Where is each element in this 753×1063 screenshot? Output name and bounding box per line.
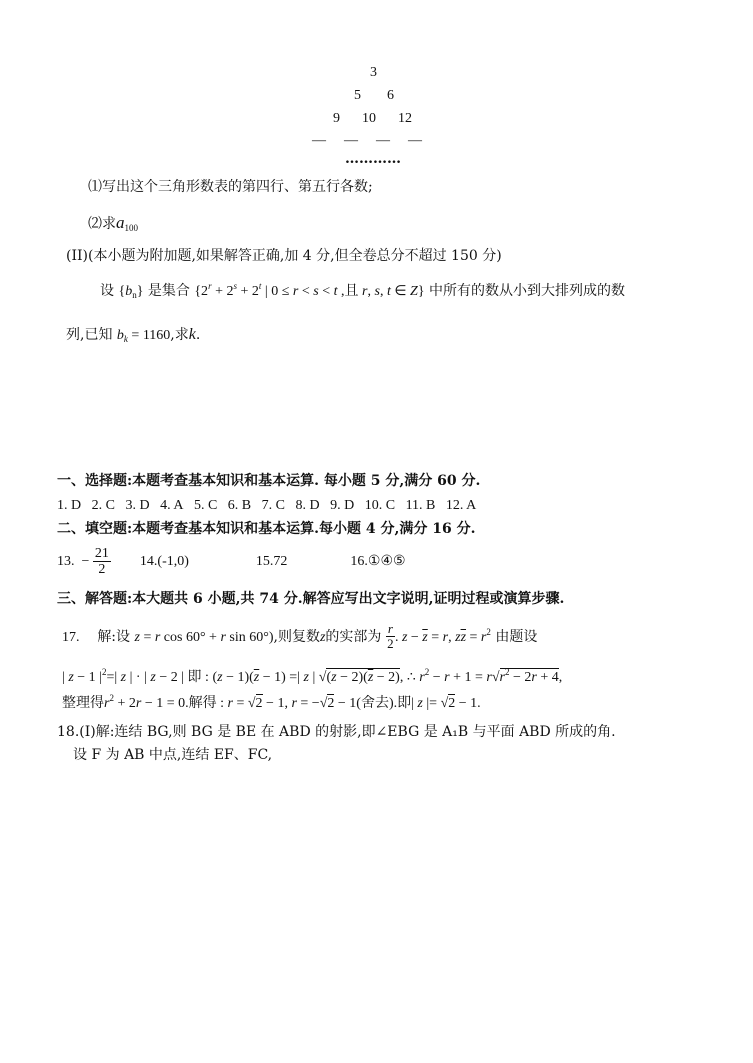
choice-answer: 10. C	[364, 498, 396, 513]
sequence-symbol: $\{b_n\}$	[118, 284, 144, 300]
triangle-cell: —	[376, 133, 390, 148]
fill-13-den: 2	[98, 562, 106, 578]
part-2-suffix: 中所有的数从小到大排列成的数	[429, 283, 626, 299]
fill-answers: 13. − $\frac{21}{2}$ 14.(-1,0) 15.72 16.①④⑤	[57, 546, 406, 578]
question-2-var: a	[116, 213, 125, 232]
part-2-heading: (II)(本小题为附加题,如果解答正确,加 4 分,但全卷总分不超过 150 分)	[66, 248, 502, 264]
choice-answer: 3. D	[125, 498, 150, 513]
choice-answer: 8. D	[295, 498, 320, 513]
solution-17-text: 的实部为	[325, 628, 382, 645]
choice-answer: 9. D	[330, 498, 355, 513]
solution-18-line-1: 18.(Ⅰ)解:连结 BG,则 BG 是 BE 在 ABD 的射影,即∠EBG 是 A₁B 与平面 ABD 所成的角.	[57, 724, 616, 740]
part-2-line-2-prefix: 列,已知	[66, 327, 113, 343]
solution-18-line-2: 设 F 为 AB 中点,连结 EF、FC,	[73, 747, 273, 763]
triangle-cell: 10	[362, 111, 376, 126]
fill-16: 16.①④⑤	[350, 553, 406, 569]
triangle-cell: —	[312, 133, 326, 148]
triangle-cell: 6	[387, 88, 394, 103]
choice-answer: 7. C	[261, 498, 285, 513]
section-2-title: 二、填空题:本题考查基本知识和基本运算.每小题 4 分,满分 16 分.	[57, 521, 476, 537]
part-2-line-1	[100, 282, 625, 300]
bk-value: 1160	[142, 328, 171, 343]
solution-17-label: 17.	[62, 629, 80, 645]
triangle-row-2	[354, 89, 394, 103]
choice-answer: 4. A	[160, 498, 184, 513]
fill-13-num: 21	[94, 546, 109, 561]
choice-answer: 2. C	[91, 498, 115, 513]
question-2-prefix: ⑵求	[88, 216, 116, 232]
choice-answer: 6. B	[227, 498, 252, 513]
part-2-prefix: 设	[100, 283, 114, 299]
choice-answer: 1. D	[57, 498, 82, 513]
question-2-sub: 100	[124, 223, 138, 233]
solution-17-text: 解:设	[97, 628, 131, 645]
k-var: k	[188, 326, 196, 343]
triangle-row-3	[333, 112, 412, 126]
z-definition: z = r cos 60° + r sin 60°)	[134, 629, 274, 645]
bk-expression: $b_k = 1160$	[116, 328, 171, 344]
triangle-cell: 3	[370, 65, 377, 80]
solution-17-text: 由题设	[495, 628, 538, 645]
triangle-cell: 12	[398, 111, 412, 126]
choice-answer: 5. C	[193, 498, 218, 513]
r-over-2: $\frac{r}{2}$	[387, 621, 394, 652]
triangle-cell: —	[344, 133, 358, 148]
solution-17-line-2: | z − 1 $|^2=|$ z | · | z − 2 | 即 : $(z - 1)(\overline{z} - 1)$ =| z | $√(z - 2)(\overline{z} - 2)$, ∴ $r^2 - r + 1 = r√r^2 - 2r + 4$,	[62, 667, 563, 685]
part-2-line-2-end: .	[195, 327, 201, 343]
choice-answer: 12. A	[445, 498, 477, 513]
triangle-cell: —	[408, 133, 422, 148]
solution-17-line-1: 17. 解:设 z = r cos 60° + r sin 60°),则复数z的实部为 $\frac{r}{2}$ . $z - \overline{z} = r$, $z\overline{z} = r^2$ 由题设	[62, 621, 538, 652]
fill-15: 15.72	[255, 553, 288, 569]
fill-14: 14.(-1,0)	[139, 553, 189, 569]
part-2-line-2	[66, 327, 200, 344]
section-3-title: 三、解答题:本大题共 6 小题,共 74 分.解答应写出文字说明,证明过程或演算步骤.	[57, 591, 565, 607]
solution-17-line-3: 整理得$r^2 + 2r - 1 = 0$.解得 : r = √2 − 1, r = −√2 − 1(舍去).即| z |= √2 − 1.	[62, 693, 481, 711]
fill-13-label: 13.	[57, 553, 75, 569]
choice-answer: 11. B	[405, 498, 436, 513]
section-1-title: 一、选择题:本题考查基本知识和基本运算. 每小题 5 分,满分 60 分.	[57, 473, 481, 489]
question-1: ⑴写出这个三角形数表的第四行、第五行各数;	[88, 179, 373, 195]
solution-17-text: ,则复数	[273, 628, 320, 645]
fill-13-fraction	[93, 546, 111, 578]
set-intro: 是集合	[147, 283, 190, 299]
choice-answers	[57, 499, 476, 513]
triangle-cell: 9	[333, 111, 340, 126]
set-expression: {$2^r + 2^s + 2^t$ | 0 ≤ r < s < t ,且 r, s, t ∈ Z}	[194, 281, 425, 299]
question-2	[88, 214, 138, 233]
triangle-row-1	[370, 66, 377, 80]
part-2-line-2-mid: ,求	[170, 327, 189, 343]
triangle-cell: 5	[354, 88, 361, 103]
triangle-row-4	[312, 134, 422, 148]
triangle-dots: …………	[345, 151, 401, 167]
